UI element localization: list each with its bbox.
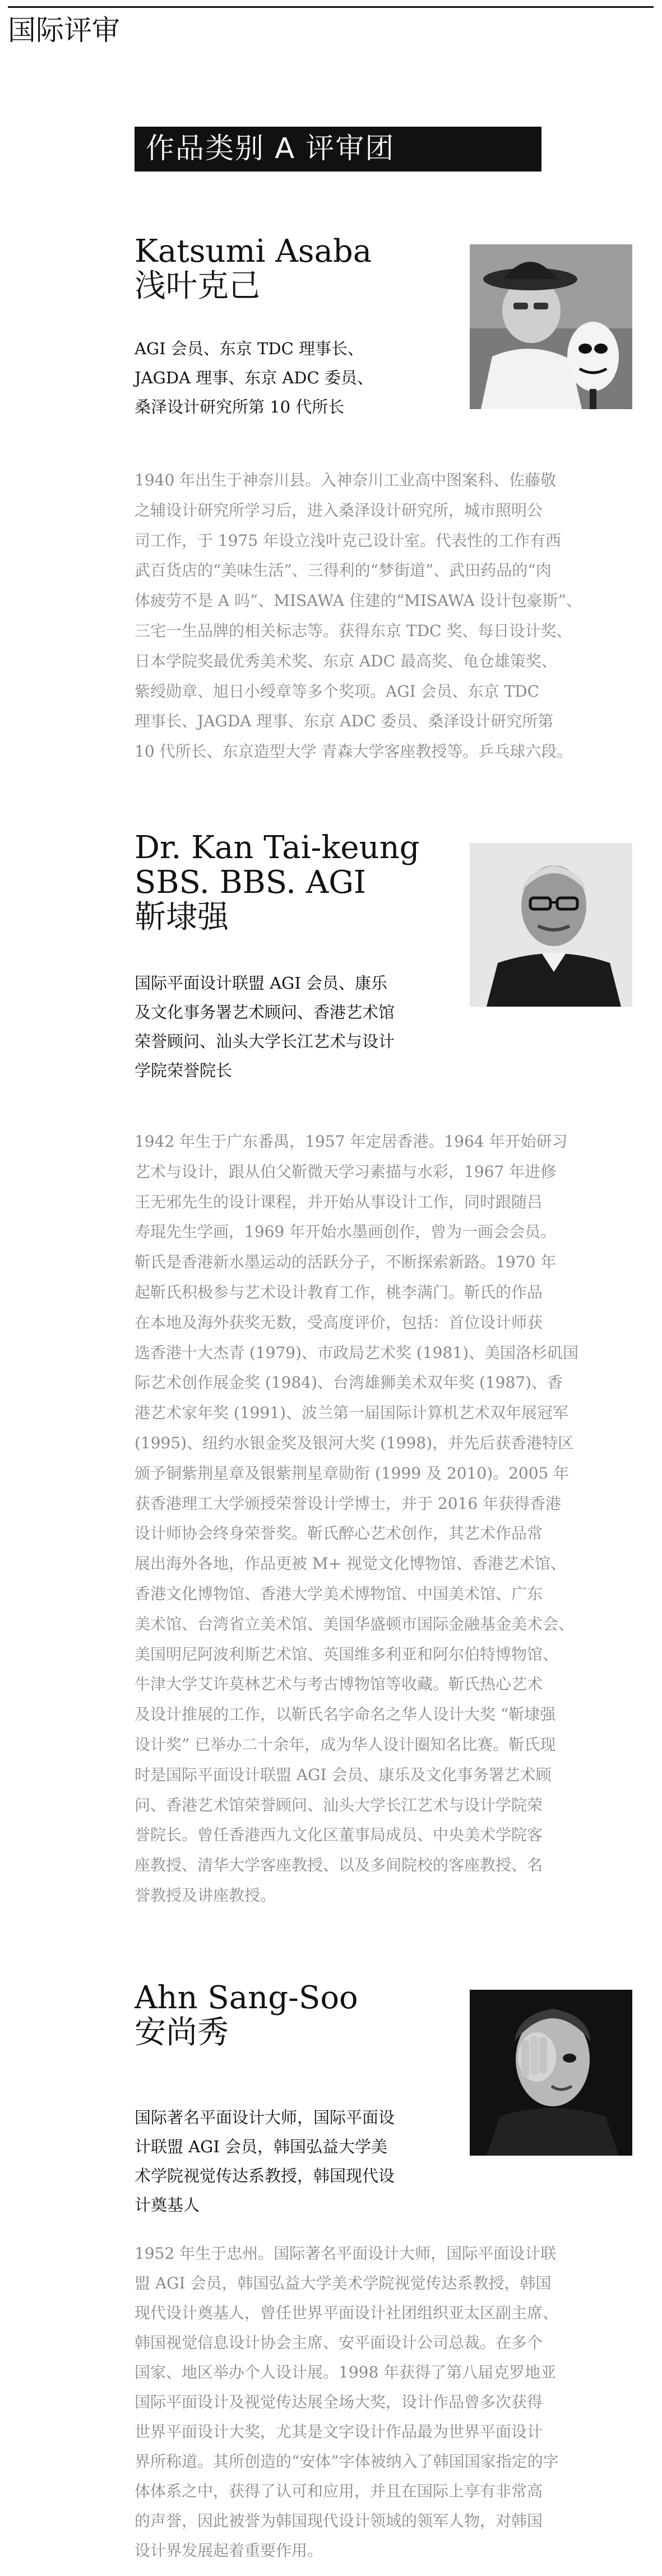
juror-bio-line: 设计师协会终身荣誉奖。靳氏醉心艺术创作，其艺术作品常 (135, 1524, 543, 1543)
juror-bio-line: 寿琨先生学画，1969 年开始水墨画创作，曾为一画会会员。 (135, 1222, 557, 1241)
header-rule (8, 6, 654, 8)
juror-bio-line: (1995)、纽约水银金奖及银河大奖 (1998)，并先后获香港特区 (135, 1433, 574, 1452)
juror-bio-line: 韩国视觉信息设计协会主席、安平面设计公司总裁。在多个 (135, 2333, 543, 2352)
juror-bio-line: 国家、地区举办个人设计展。1998 年获得了第八届克罗地亚 (135, 2363, 557, 2382)
juror-title-line: 国际平面设计联盟 AGI 会员、康乐 (135, 974, 388, 993)
juror-titles (135, 334, 373, 421)
juror-bio-line: 靳氏是香港新水墨运动的活跃分子，不断探索新路。1970 年 (135, 1253, 557, 1272)
juror-bio-line: 时是国际平面设计联盟 AGI 会员、康乐及文化事务署艺术顾 (135, 1765, 552, 1784)
juror-bio-line: 美术馆、台湾省立美术馆、美国华盛顿市国际金融基金美术会、 (135, 1614, 575, 1633)
juror-bio-line: 誉院长。曾任香港西九文化区董事局成员、中央美术学院客 (135, 1826, 543, 1845)
juror-name-line: 靳埭强 (135, 899, 229, 935)
juror-bio-line: 之辅设计研究所学习后，进入桑泽设计研究所，城市照明公 (135, 501, 543, 520)
juror-bio-line: 在本地及海外获奖无数，受高度评价，包括：首位设计师获 (135, 1313, 543, 1332)
juror-bio-line: 王无邪先生的设计课程，并开始从事设计工作，同时跟随吕 (135, 1192, 543, 1211)
juror-photo (470, 843, 632, 1007)
juror-bio (135, 1127, 578, 1911)
juror-title-line: 术学院视觉传达系教授，韩国现代设 (135, 2166, 395, 2185)
category-label: 作品类别 A 评审团 (146, 132, 395, 165)
juror-bio-line: 1942 年生于广东番禺，1957 年定居香港。1964 年开始研习 (135, 1132, 568, 1151)
juror-name-line: SBS. BBS. AGI (135, 864, 367, 901)
juror-bio-line: 10 代所长、东京造型大学 青森大学客座教授等。乒乓球六段。 (135, 742, 573, 761)
juror-bio-line: 司工作，于 1975 年设立浅叶克己设计室。代表性的工作有西 (135, 531, 562, 550)
juror-title-line: 荣誉顾问、汕头大学长江艺术与设计 (135, 1032, 395, 1051)
portrait-photo-icon (470, 244, 632, 409)
juror-bio-line: 的声誉，因此被誉为韩国现代设计领域的领军人物，对韩国 (135, 2512, 543, 2530)
juror-bio-line: 理事长、JAGDA 理事、东京 ADC 委员、桑泽设计研究所第 (135, 712, 554, 731)
juror-bio-line: 1952 年生于忠州。国际著名平面设计大师，国际平面设计联 (135, 2244, 557, 2263)
juror-bio-line: 问、香港艺术馆荣誉顾问、汕头大学长江艺术与设计学院荣 (135, 1795, 543, 1814)
juror-bio-line: 展出海外各地，作品更被 M+ 视觉文化博物馆、香港艺术馆、 (135, 1554, 566, 1573)
juror-name (135, 1981, 358, 2050)
page-header (0, 0, 662, 56)
juror-bio-line: 起靳氏积极参与艺术设计教育工作，桃李满门。靳氏的作品 (135, 1282, 543, 1301)
juror-name-line: 浅叶克己 (135, 268, 260, 304)
juror-bio-line: 紫绶勋章、旭日小绶章等多个奖项。AGI 会员、东京 TDC (135, 682, 540, 701)
juror-bio-line: 体疲劳不是 A 吗”、MISAWA 住建的“MISAWA 设计包豪斯”、 (135, 591, 582, 610)
juror-bio-line: 牛津大学艾许莫林艺术与考古博物馆等收藏。靳氏热心艺术 (135, 1675, 543, 1694)
juror-bio-line: 设计界发展起着重要作用。 (135, 2541, 323, 2560)
juror-bio-line: 世界平面设计大奖，尤其是文字设计作品最为世界平面设计 (135, 2422, 543, 2441)
juror-bio-line: 获香港理工大学颁授荣誉设计学博士，并于 2016 年获得香港 (135, 1494, 562, 1513)
juror-name-line: Katsumi Asaba (135, 233, 372, 270)
juror-title-line: 学院荣誉院长 (135, 1061, 233, 1080)
juror-bio-line: 座教授、清华大学客座教授、以及多间院校的客座教授、名 (135, 1856, 543, 1875)
juror-bio-line: 1940 年出生于神奈川县。入神奈川工业高中图案科、佐藤敬 (135, 471, 557, 489)
juror-photo (470, 244, 632, 409)
juror-bio-line: 艺术与设计，跟从伯父靳微天学习素描与水彩，1967 年进修 (135, 1162, 557, 1181)
juror-bio-line: 设计奖” 已举办二十余年，成为华人设计圈知名比赛。靳氏现 (135, 1735, 556, 1754)
juror-bio-line: 盟 AGI 会员，韩国弘益大学美术学院视觉传达系教授，韩国 (135, 2274, 552, 2292)
juror-name-line: Dr. Kan Tai-keung (135, 830, 420, 866)
juror-bio-line: 国际平面设计及视觉传达展全场大奖，设计作品曾多次获得 (135, 2393, 543, 2411)
juror-bio-line: 颁予铜紫荆星章及银紫荆星章勋衔 (1999 及 2010)。2005 年 (135, 1463, 570, 1482)
juror-bio-line: 武百货店的“美味生活”、三得利的“梦街道”、武田药品的“肉 (135, 561, 552, 580)
juror-bio-line: 及设计推展的工作，以靳氏名字命名之华人设计大奖 “靳埭强 (135, 1705, 556, 1724)
juror-photo (470, 1990, 632, 2156)
juror-title-line: 及文化事务署艺术顾问、香港艺术馆 (135, 1003, 395, 1022)
page-title: 国际评审 (8, 14, 120, 47)
juror-bio-line: 誉教授及讲座教授。 (135, 1885, 276, 1905)
portrait-photo-icon (470, 843, 632, 1007)
juror-title-line: 桑泽设计研究所第 10 代所长 (135, 397, 345, 416)
juror-name (135, 234, 372, 304)
juror-title-line: AGI 会员、东京 TDC 理事长、 (135, 339, 364, 358)
juror-bio-line: 选香港十大杰青 (1979)、市政局艺术奖 (1981)、美国洛杉矶国 (135, 1343, 579, 1362)
juror-title-line: JAGDA 理事、东京 ADC 委员、 (135, 368, 373, 387)
juror-bio-line: 日本学院奖最优秀美术奖、东京 ADC 最高奖、龟仓雄策奖、 (135, 651, 557, 670)
category-banner (135, 127, 541, 172)
juror-bio-line: 界所称道。其所创造的“安体”字体被纳入了韩国国家指定的字 (135, 2452, 559, 2471)
juror-name (135, 831, 419, 935)
juror-bio-line: 港艺术家年奖 (1991)、波兰第一届国际计算机艺术双年展冠军 (135, 1403, 569, 1423)
juror-titles (135, 2103, 395, 2220)
juror-title-line: 国际著名平面设计大师，国际平面设 (135, 2108, 395, 2127)
juror-bio (135, 2239, 559, 2565)
juror-title-line: 计奠基人 (135, 2195, 200, 2214)
juror-name-line: 安尚秀 (135, 2014, 229, 2051)
juror-bio-line: 香港文化博物馆、香港大学美术博物馆、中国美术馆、广东 (135, 1584, 543, 1603)
juror-bio-line: 体体系之中，获得了认可和应用，并且在国际上享有非常高 (135, 2482, 543, 2500)
juror-bio-line: 际艺术创作展金奖 (1984)、台湾雄狮美术双年奖 (1987)、香 (135, 1373, 563, 1392)
juror-bio-line: 现代设计奠基人，曾任世界平面设计社团组织亚太区副主席、 (135, 2304, 559, 2322)
juror-name-line: Ahn Sang-Soo (135, 1980, 358, 2016)
juror-bio-line: 美国明尼阿波利斯艺术馆、英国维多利亚和阿尔伯特博物馆、 (135, 1644, 559, 1664)
juror-bio (135, 465, 582, 767)
portrait-photo-icon (470, 1990, 632, 2156)
juror-title-line: 计联盟 AGI 会员，韩国弘益大学美 (135, 2137, 388, 2156)
juror-bio-line: 三宅一生品牌的相关标志等。获得东京 TDC 奖、每日设计奖、 (135, 621, 572, 640)
juror-titles (135, 969, 395, 1085)
